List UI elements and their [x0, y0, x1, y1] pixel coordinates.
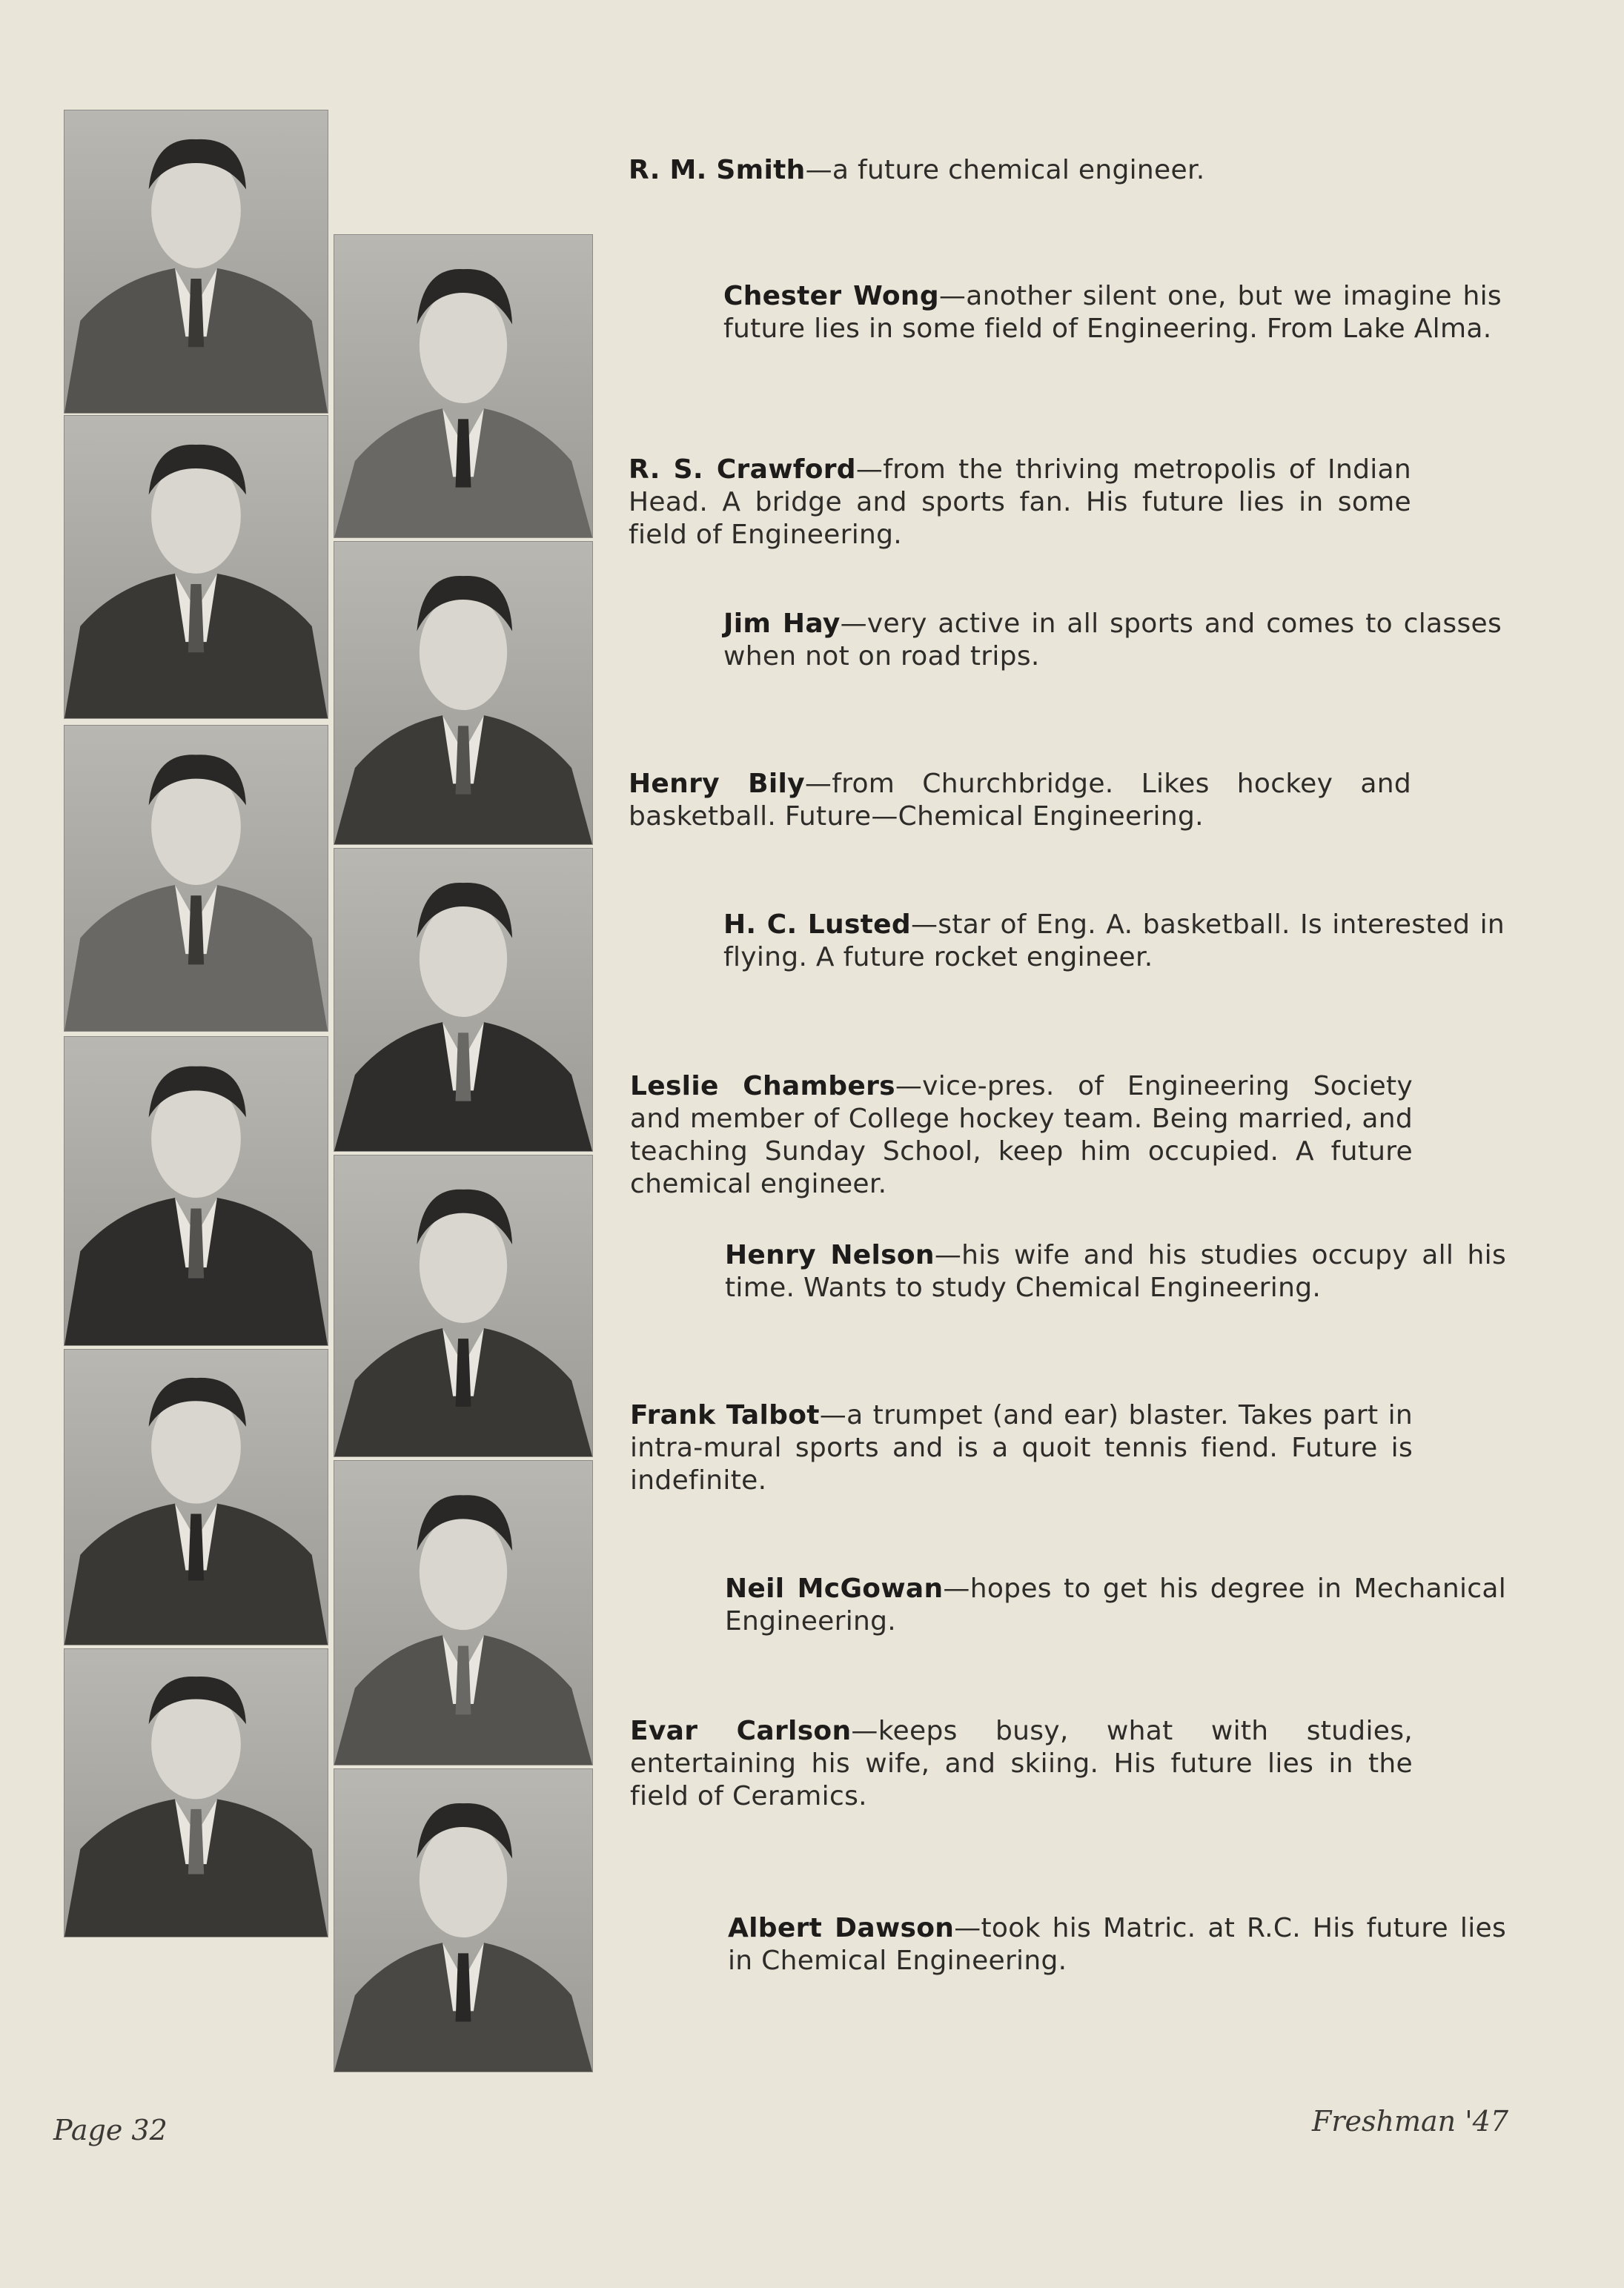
entry-name: Evar Carlson	[630, 1716, 852, 1746]
portrait-photo	[334, 541, 593, 845]
entry-name: H. C. Lusted	[723, 909, 911, 940]
portrait-photo	[64, 725, 328, 1032]
entry-text: —his wife and his studies occupy all his time. Wants to study Chemical Engineering.	[725, 1240, 1506, 1303]
entry-text: —hopes to get his degree in Mechanical Engineering.	[725, 1574, 1506, 1637]
portrait-photo	[64, 1036, 328, 1346]
portrait-photo	[64, 415, 328, 719]
entry-name: Chester Wong	[723, 281, 939, 311]
entry-talbot	[630, 1399, 1413, 1497]
entry-text: —took his Matric. at R.C. His future lies in Chemical Engineering.	[728, 1913, 1507, 1976]
entry-name: Henry Bily	[629, 769, 805, 799]
portrait-photo	[334, 848, 593, 1152]
entry-crawford	[629, 454, 1411, 551]
entry-text: —from Churchbridge. Likes hockey and basketball. Future—Chemical Engineering.	[629, 769, 1411, 832]
entry-hay	[723, 608, 1502, 673]
entry-text: —another silent one, but we imagine his future lies in some field of Engineering. From Lake Alma.	[723, 281, 1502, 344]
portrait-photo	[334, 1155, 593, 1457]
entry-name: Albert Dawson	[728, 1913, 955, 1943]
entry-text: —star of Eng. A. basketball. Is interested in flying. A future rocket engineer.	[723, 909, 1505, 972]
entry-smith	[629, 154, 1414, 187]
entry-dawson	[728, 1912, 1506, 1977]
entry-text: —keeps busy, what with studies, entertaining his wife, and skiing. His future lies in the field of Ceramics.	[630, 1716, 1413, 1811]
entry-name: Neil McGowan	[725, 1574, 944, 1604]
entry-text: —a trumpet (and ear) blaster. Takes part in intra-mural sports and is a quoit tennis fiend. Future is indefinite.	[630, 1400, 1413, 1496]
portrait-photo	[334, 1460, 593, 1765]
entry-chambers	[630, 1070, 1413, 1201]
entry-name: R. M. Smith	[629, 155, 806, 185]
entry-text: —from the thriving metropolis of Indian Head. A bridge and sports fan. His future lies in some field of Engineering.	[629, 454, 1411, 550]
portrait-photo	[64, 1648, 328, 1937]
entry-name: Jim Hay	[723, 609, 841, 639]
entry-nelson	[725, 1239, 1506, 1304]
entry-lusted	[723, 909, 1505, 974]
entry-bily	[629, 768, 1411, 833]
entry-carlson	[630, 1715, 1413, 1813]
portrait-photo	[334, 234, 593, 538]
page-number: Page 32	[53, 2114, 168, 2146]
entry-name: Henry Nelson	[725, 1240, 935, 1270]
entry-wong	[723, 280, 1502, 345]
entry-name: R. S. Crawford	[629, 454, 856, 485]
portrait-photo	[334, 1768, 593, 2072]
entry-text: —very active in all sports and comes to classes when not on road trips.	[723, 609, 1502, 672]
entry-name: Frank Talbot	[630, 1400, 820, 1430]
portrait-photo	[64, 1349, 328, 1645]
portrait-photo	[64, 110, 328, 414]
publication-title: Freshman '47	[1312, 2105, 1509, 2138]
entry-text: —a future chemical engineer.	[805, 155, 1205, 185]
entry-name: Leslie Chambers	[630, 1071, 895, 1101]
entry-mcgowan	[725, 1573, 1506, 1638]
entry-text: —vice-pres. of Engineering Society and member of College hockey team. Being married, and teaching Sunday School, keep him occupied. A future chemical engineer.	[630, 1071, 1413, 1199]
